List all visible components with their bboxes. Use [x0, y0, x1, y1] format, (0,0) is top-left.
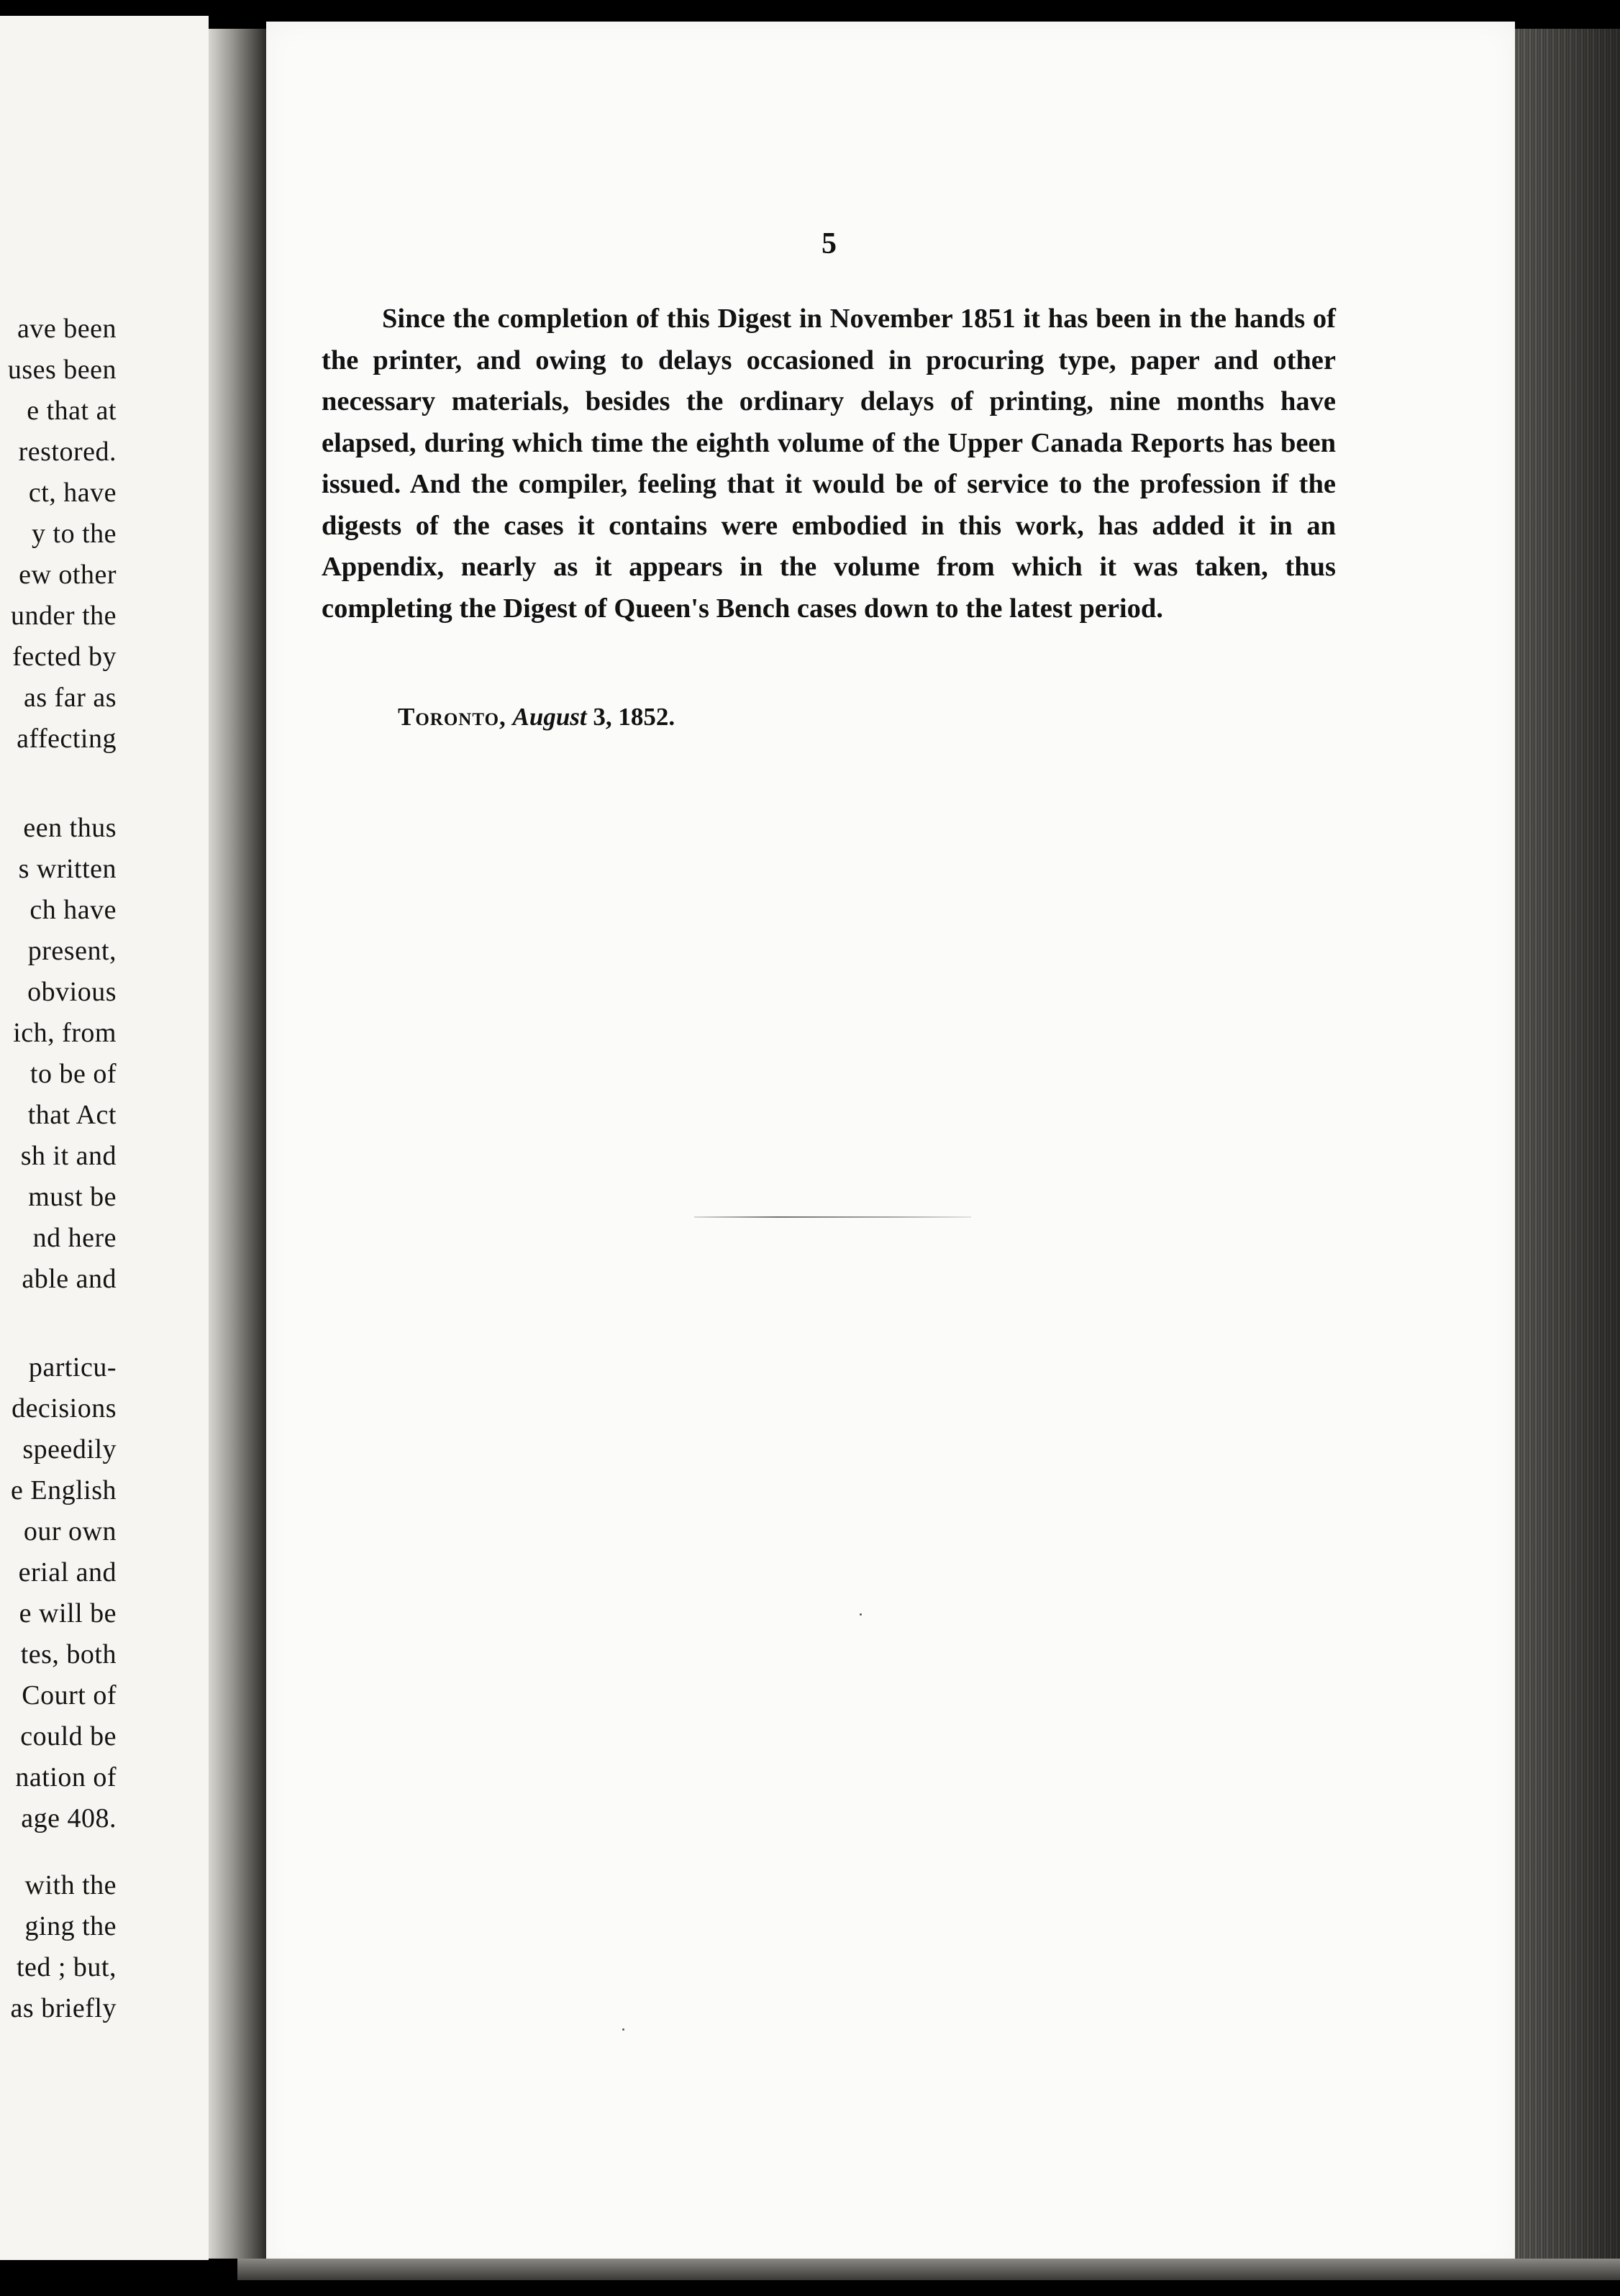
left-line: must be: [28, 1182, 117, 1212]
left-line: restored.: [18, 437, 117, 467]
signature-date: 3, 1852.: [593, 703, 675, 731]
left-line: nd here: [32, 1223, 117, 1253]
left-line: with the: [24, 1870, 117, 1900]
page-number: 5: [822, 227, 837, 260]
left-line: as briefly: [10, 1993, 117, 2023]
left-line: present,: [27, 936, 117, 966]
left-line: erial and: [18, 1557, 117, 1587]
left-line: ave been: [17, 314, 117, 344]
left-line: Court of: [22, 1680, 117, 1710]
left-line: e will be: [19, 1598, 117, 1628]
left-line: tes, both: [20, 1639, 117, 1669]
left-line: ich, from: [13, 1018, 117, 1048]
left-line: s written: [18, 854, 117, 884]
left-line: that Act: [27, 1100, 117, 1130]
signature-month: August: [512, 703, 587, 731]
left-line: ted ; but,: [16, 1952, 117, 1982]
left-line: ew other: [19, 560, 117, 590]
left-line: ging the: [24, 1911, 117, 1941]
left-line: as far as: [24, 683, 117, 713]
left-line: uses been: [7, 355, 117, 385]
left-line: ct, have: [28, 478, 117, 508]
body-paragraph: Since the completion of this Digest in November 1851 it has been in the hands of the printer, and owing to delays occasioned in procuring type, paper and other necessary materials, besides the ordinary delays of printing, nine months have elapsed, during which time the eighth volume of the Upper Canada Reports has been issued. And the compiler, feeling that it would be of service to the profession if the digests of the cases it contains were embodied in this work, has added it in an Appendix, nearly as it appears in the volume from which it was taken, thus completing the Digest of Queen's Bench cases down to the latest period.: [322, 304, 1336, 624]
left-line: e that at: [27, 396, 117, 426]
left-line: sh it and: [20, 1141, 117, 1171]
left-line: obvious: [27, 977, 117, 1007]
left-line: e English: [11, 1475, 117, 1505]
left-page-text: [0, 16, 209, 2260]
book-gutter: [209, 29, 266, 2259]
signature-line: [398, 703, 675, 732]
left-facing-page: [0, 16, 209, 2260]
ink-speck: [860, 1613, 862, 1616]
left-line: nation of: [15, 1762, 117, 1792]
left-line: particu-: [28, 1352, 117, 1382]
signature-place: Toronto,: [398, 703, 506, 731]
left-line: could be: [20, 1721, 117, 1751]
left-line: age 408.: [21, 1803, 117, 1833]
left-line: to be of: [29, 1059, 117, 1089]
left-line: y to the: [32, 519, 117, 549]
ink-speck: [622, 2028, 624, 2031]
left-line: decisions: [12, 1393, 117, 1423]
section-divider-rule: [694, 1216, 971, 1218]
left-line: our own: [23, 1516, 117, 1546]
page-edges-shade: [1515, 29, 1620, 2266]
left-line: under the: [11, 601, 117, 631]
left-line: een thus: [23, 813, 117, 843]
left-line: able and: [22, 1264, 117, 1294]
left-line: ch have: [29, 895, 117, 925]
left-line: affecting: [17, 724, 117, 754]
left-line: speedily: [22, 1434, 117, 1464]
page-edges-bottom: [237, 2259, 1620, 2280]
left-line: fected by: [12, 642, 117, 672]
